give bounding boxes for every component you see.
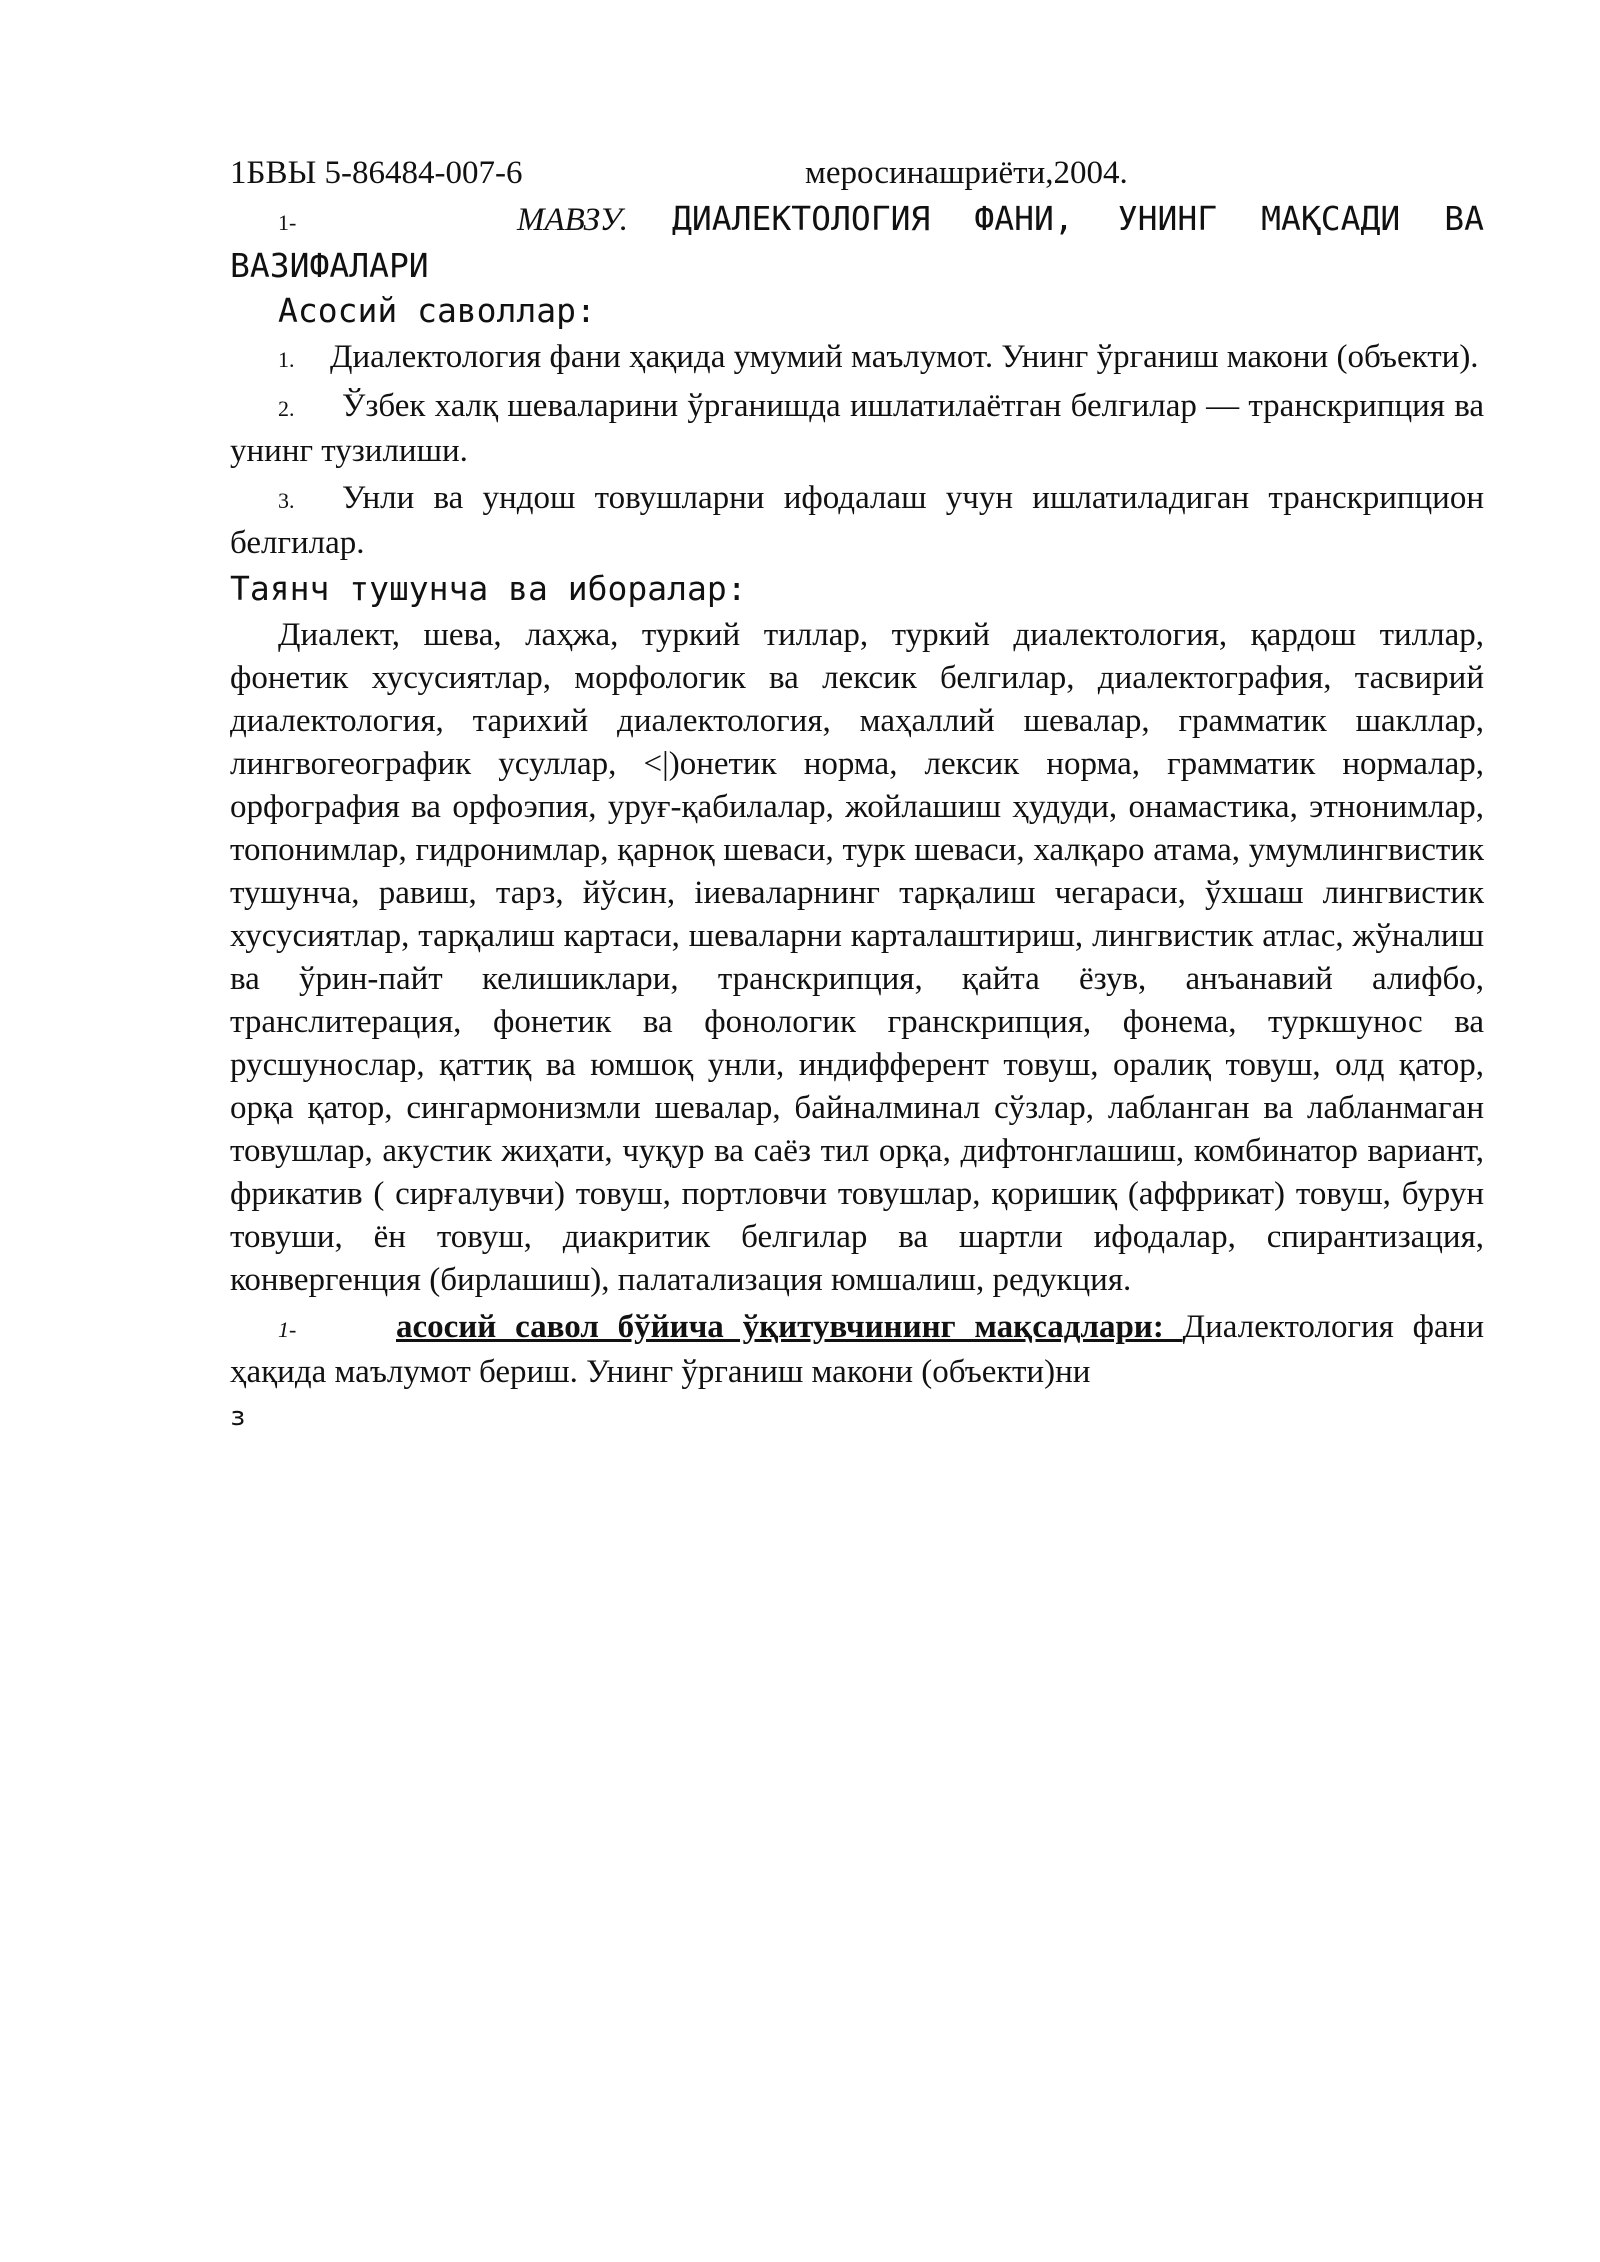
topic-number: 1- — [278, 210, 297, 235]
topic-heading: ДИАЛЕКТОЛОГИЯ ФАНИ, УНИНГ МАҚСАДИ ВА ВАЗИФАЛАРИ — [230, 199, 1484, 285]
document-page — [230, 152, 1484, 1434]
publication-header — [230, 152, 1484, 195]
question-number: 1. — [278, 347, 295, 372]
isbn-text: 1БВЫ 5-86484-007-6 — [230, 155, 523, 191]
questions-heading: Асосий саволлар: — [278, 291, 596, 330]
publisher-text: меросинашриёти,2004. — [805, 155, 1128, 191]
goal-text: Диалектология фани ҳақида маълумот бериш. Унинг ўрганиш макони (объекти)ни — [230, 1309, 1484, 1390]
terms-paragraph: Диалект, шева, лаҳжа, туркий тиллар, туркий диалектология, қардош тиллар, фонетик хусусиятлар, морфологик ва лексик белгилар, диалектография, тасвирий диалектология, тарихий диалектология, маҳаллий шевалар, грамматик шакллар, лингвогеографик усуллар, <|)онетик норма, лексик норма, грамматик нормалар, орфография ва орфоэпия, уруғ-қабилалар, жойлашиш ҳудуди, онамастика, этнонимлар, топонимлар, гидронимлар, қарноқ шеваси, турк шеваси, халқаро атама, умумлингвистик тушунча, равиш, тарз, йўсин, іиеваларнинг тарқалиш чегараси, ўхшаш лингвистик хусусиятлар, тарқалиш картаси, шеваларни карталаштириш, лингвистик атлас, жўналиш ва ўрин-пайт келишиклари, транскрипция, қайта ёзув, анъанавий алифбо, транслитерация, фонетик ва фонологик гранскрипция, фонема, туркшунос ва русшунослар, қаттиқ ва юмшоқ унли, индифферент товуш, оралиқ товуш, олд қатор, орқа қатор, сингармонизмли шевалар, байналминал сўзлар, лабланган ва лабланмаган товушлар, акустик жиҳати, чуқур ва саёз тил орқа, дифтонглашиш, комбинатор вариант, фрикатив ( сирғалувчи) товуш, портловчи товушлар, қоришиқ (аффрикат) товуш, бурун товуши, ён товуш, диакритик белгилар ва шартли ифодалар, спирантизация, конвергенция (бирлашиш), палатализация юмшалиш, редукция. — [230, 617, 1484, 1298]
page-number: з — [230, 1402, 246, 1432]
goal-title: асосий савол бўйича ўқитувчининг мақсадлари: — [396, 1309, 1183, 1345]
question-text: Унли ва ундош товушларни ифодалаш учун ишлатиладиган транскрипцион белгилар. — [230, 480, 1484, 561]
question-text: Ўзбек халқ шеваларини ўрганишда ишлатилаётган белгилар — транскрипция ва унинг тузилиши. — [230, 388, 1484, 469]
topic-title — [230, 197, 1484, 287]
question-item — [230, 385, 1484, 473]
question-item — [230, 336, 1484, 381]
question-number: 3. — [278, 488, 295, 513]
topic-label: МАВЗУ. — [517, 202, 628, 238]
question-item — [230, 477, 1484, 565]
goal-paragraph — [230, 1306, 1484, 1394]
terms-heading: Таянч тушунча ва иборалар: — [230, 569, 747, 608]
question-text: Диалектология фани ҳақида умумий маълумот. Унинг ўрганиш макони (объекти). — [330, 339, 1479, 375]
goal-number: 1- — [278, 1317, 297, 1342]
question-number: 2. — [278, 396, 295, 421]
